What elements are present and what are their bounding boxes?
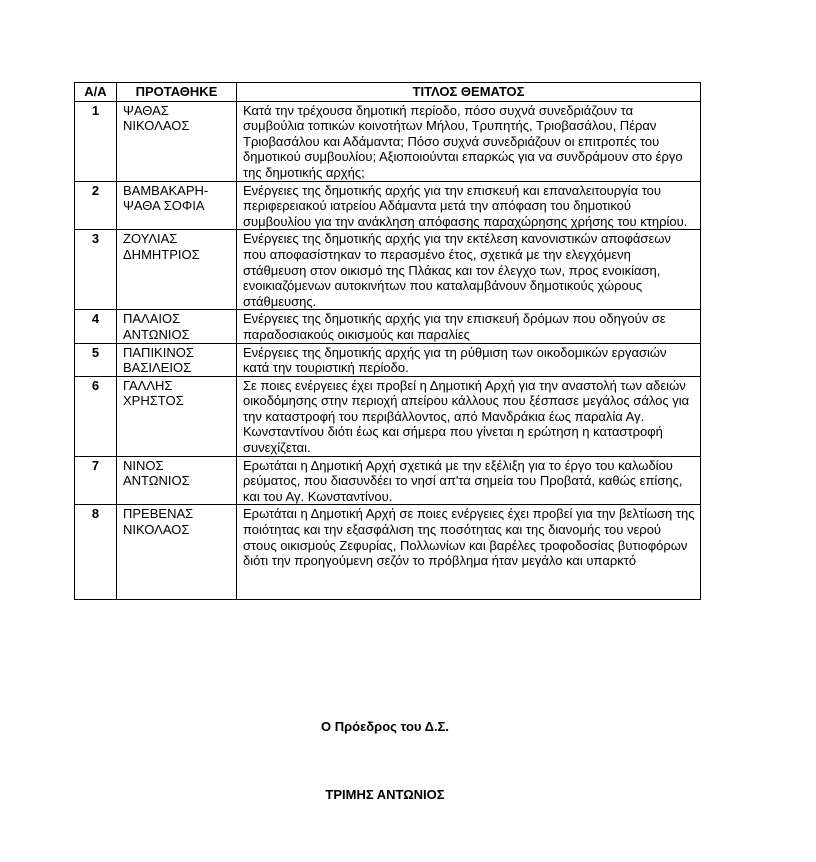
table-row: [75, 343, 701, 376]
header-proposer: ΠΡΟΤΑΘΗΚΕ: [117, 83, 237, 102]
row-title: Ενέργειες της δημοτικής αρχής για την εκτέλεση κανονιστικών αποφάσεων που αποφασίστηκαν το περασμένο έτος, σχετικά με την ελεγχόμενη στάθμευση στον οικισμό της Πλάκας και τον έλεγχο των, προς ενοικίαση, ενοικιαζόμενων αυτοκινήτων που καταλαμβάνουν δημοτικούς χώρους στάθμευσης.: [237, 230, 701, 310]
row-number: 5: [75, 343, 117, 376]
row-title: Ενέργειες της δημοτικής αρχής για την επισκευή και επαναλειτουργία του περιφερειακού ιατρείου Αδάμαντα μετά την απόφαση του δημοτικού συμβουλίου για την ανάκληση απόφασης παραχώρησης χρήσης του κτηρίου.: [237, 181, 701, 230]
row-proposer: ΒΑΜΒΑΚΑΡΗ- ΨΑΘΑ ΣΟΦΙΑ: [117, 181, 237, 230]
row-number: 2: [75, 181, 117, 230]
row-number: 3: [75, 230, 117, 310]
table-row: [75, 456, 701, 505]
row-number: 4: [75, 310, 117, 343]
row-title: Κατά την τρέχουσα δημοτική περίοδο, πόσο συχνά συνεδριάζουν τα συμβούλια τοπικών κοινοτήτων Μήλου, Τρυπητής, Τριοβασάλου, Πέραν Τριοβασάλου και Αδάμαντα; Πόσο συχνά συνεδριάζουν οι επιτροπές του δημοτικού συμβουλίου; Αξιοποιούνται επαρκώς για να συνδράμουν στο έργο της δημοτικής αρχής;: [237, 101, 701, 181]
row-title: Ενέργειες της δημοτικής αρχής για τη ρύθμιση των οικοδομικών εργασιών κατά την τουριστική περίοδο.: [237, 343, 701, 376]
row-title: Σε ποιες ενέργειες έχει προβεί η Δημοτική Αρχή για την αναστολή των αδειών οικοδόμησης στην περιοχή απείρου κάλλους που ξέσπασε μεγάλος σάλος για την καταστροφή του περιβάλλοντος, από Μανδράκια έως παραλία Αγ. Κωνσταντίνου διότι έως και σήμερα που γίνεται η ερώτηση η καταστροφή συνεχίζεται.: [237, 376, 701, 456]
row-proposer: ΝΙΝΟΣ ΑΝΤΩΝΙΟΣ: [117, 456, 237, 505]
row-proposer: ΠΡΕΒΕΝΑΣ ΝΙΚΟΛΑΟΣ: [117, 505, 237, 600]
signature-role: Ο Πρόεδρος του Δ.Σ.: [321, 719, 449, 734]
table-row: [75, 505, 701, 600]
table-row: [75, 181, 701, 230]
table-row: [75, 310, 701, 343]
row-title: Ενέργειες της δημοτικής αρχής για την επισκευή δρόμων που οδηγούν σε παραδοσιακούς οικισμούς και παραλίες: [237, 310, 701, 343]
row-proposer: ΨΑΘΑΣ ΝΙΚΟΛΑΟΣ: [117, 101, 237, 181]
table-row: [75, 230, 701, 310]
row-title: Ερωτάται η Δημοτική Αρχή σε ποιες ενέργειες έχει προβεί για την βελτίωση της ποιότητας και την εξασφάλιση της ποσότητας και της διανομής του νερού στους οικισμούς Ζεφυρίας, Πολλωνίων και βαρέλες τροφοδοσίας βυτιοφόρων διότι την προηγούμενη σεζόν το πρόβλημα ήταν μεγάλο και υπαρκτό: [237, 505, 701, 600]
row-number: 6: [75, 376, 117, 456]
row-number: 7: [75, 456, 117, 505]
agenda-table: [74, 82, 701, 600]
table-row: [75, 101, 701, 181]
row-proposer: ΠΑΛΑΙΟΣ ΑΝΤΩΝΙΟΣ: [117, 310, 237, 343]
header-title: ΤΙΤΛΟΣ ΘΕΜΑΤΟΣ: [237, 83, 701, 102]
row-title: Ερωτάται η Δημοτική Αρχή σχετικά με την εξέλιξη για το έργο του καλωδίου ρεύματος, που διασυνδέει το νησί απ'τα σημεία του Προβατά, καθώς επίσης, και του Αγ. Κωνσταντίνου.: [237, 456, 701, 505]
signature-name: ΤΡΙΜΗΣ ΑΝΤΩΝΙΟΣ: [325, 787, 445, 802]
row-proposer: ΠΑΠΙΚΙΝΟΣ ΒΑΣΙΛΕΙΟΣ: [117, 343, 237, 376]
table-row: [75, 376, 701, 456]
table-header-row: [75, 83, 701, 102]
row-number: 1: [75, 101, 117, 181]
row-proposer: ΖΟΥΛΙΑΣ ΔΗΜΗΤΡΙΟΣ: [117, 230, 237, 310]
row-number: 8: [75, 505, 117, 600]
header-number: Α/Α: [75, 83, 117, 102]
row-proposer: ΓΑΛΛΗΣ ΧΡΗΣΤΟΣ: [117, 376, 237, 456]
